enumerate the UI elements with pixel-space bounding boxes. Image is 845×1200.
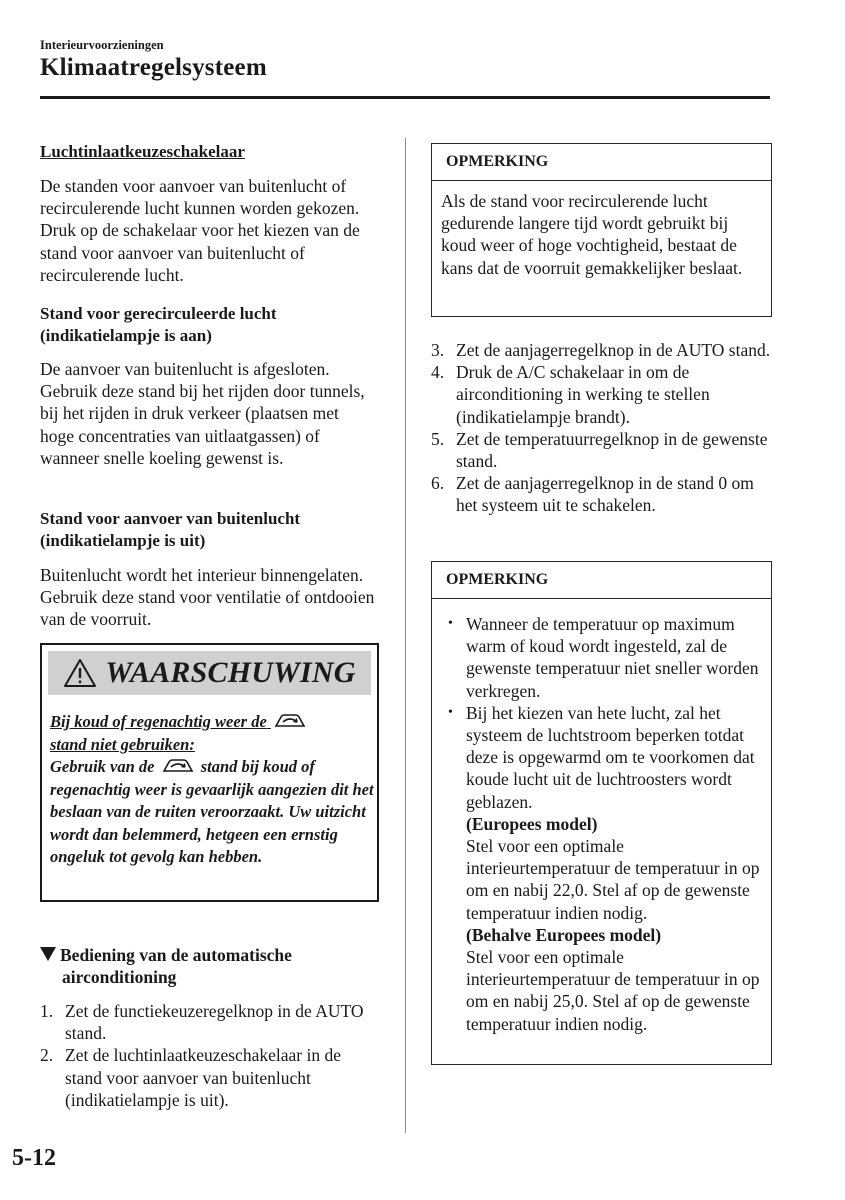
warning-title: WAARSCHUWING: [105, 656, 356, 689]
page-number: 5-12: [12, 1145, 56, 1171]
recirc-text: De aanvoer van buitenlucht is afgesloten. Gebruik deze stand bij het rijden door tunnels, bij het rijden in druk verkeer (plaatsen met hoge concentraties van uitlaatgassen) of wanneer snelle koeling gewenst is.: [40, 359, 365, 468]
list-item: • Bij het kiezen van hete lucht, zal het systeem de luchtstroom beperken totdat deze is opgewarmd om te voorkomen dat koude lucht uit de luchtroosters wordt geblazen. (Europees model) Stel voor een optimale interieurtemperatuur de temperatuur in op om en nabij 22,0. Stel af op de gewenste temperatuur indien nodig. (Behalve Europees model) Stel voor een optimale interieurtemperatuur de temperatuur in op om en nabij 25,0. Stel af op de gewenste temperatuur indien nodig.: [448, 702, 760, 1034]
note-box-1: [431, 143, 772, 317]
outside-air-text: Buitenlucht wordt het interieur binnengelaten. Gebruik deze stand voor ventilatie of ontdooien van de voorruit.: [40, 565, 375, 630]
list-item: 1. Zet de functiekeuzeregelknop in de AUTO stand.: [40, 1001, 364, 1044]
recirculation-icon: [273, 712, 307, 730]
outside-air-heading: Stand voor aanvoer van buitenlucht (indikatielampje is uit): [40, 509, 301, 550]
list-item: 3. Zet de aanjagerregelknop in de AUTO stand.: [431, 340, 771, 360]
air-inlet-intro: De standen voor aanvoer van buitenlucht of recirculerende lucht kunnen worden gekozen. Druk op de schakelaar voor het kiezen van de stand voor aanvoer van buitenlucht of recirculerende lucht.: [40, 176, 360, 285]
eu-model-label: (Europees model): [466, 813, 598, 834]
warning-text: Gebruik van de stand bij koud of regenachtig weer is gevaarlijk aangezien dit het beslaan van de ruiten veroorzaakt. Uw uitzicht wordt dan belemmerd, hetgeen een ernstig ongeluk tot gevolg kan hebben.: [50, 757, 374, 866]
note-box-2: [431, 561, 772, 1065]
note-text: Als de stand voor recirculerende lucht gedurende langere tijd wordt gebruikt bij koud weer of hoge vochtigheid, bestaat de kans dat de voorruit gemakkelijker beslaat.: [441, 191, 743, 278]
eu-model-text: Stel voor een optimale interieurtemperatuur de temperatuur in op om en nabij 22,0. Stel af op de gewenste temperatuur indien nodig.: [466, 836, 760, 923]
title-rule: [40, 96, 770, 99]
list-item: 2. Zet de luchtinlaatkeuzeschakelaar in de stand voor aanvoer van buitenlucht (indikatielampje is uit).: [40, 1045, 341, 1110]
recirc-heading: Stand voor gerecirculeerde lucht (indikatielampje is aan): [40, 304, 277, 345]
page-title: Klimaatregelsysteem: [40, 54, 267, 81]
warning-header: [48, 651, 371, 695]
air-inlet-heading: Luchtinlaatkeuzeschakelaar: [40, 142, 245, 161]
list-item: • Wanneer de temperatuur op maximum warm of koud wordt ingesteld, zal de gewenste temperatuur niet sneller worden verkregen.: [448, 614, 759, 701]
list-item: 4. Druk de A/C schakelaar in om de airconditioning in werking te stellen (indikatielampje brandt).: [431, 362, 710, 427]
section-label: Interieurvoorzieningen: [40, 38, 164, 52]
note-bullet-list: [448, 613, 761, 1035]
left-steps-list: [40, 1000, 380, 1111]
warning-box: [40, 643, 379, 902]
non-eu-model-label: (Behalve Europees model): [466, 924, 662, 945]
warning-triangle-icon: [63, 658, 97, 688]
triangle-marker-icon: [40, 947, 56, 961]
note-label: OPMERKING: [432, 144, 771, 181]
note-label: OPMERKING: [432, 562, 771, 599]
list-item: 5. Zet de temperatuurregelknop in de gewenste stand.: [431, 428, 768, 472]
non-eu-model-text: Stel voor een optimale interieurtemperatuur de temperatuur in op om en nabij 25,0. Stel af op de gewenste temperatuur indien nodig.: [466, 947, 760, 1034]
bullet-icon: •: [448, 616, 453, 631]
auto-ac-heading: Bediening van de automatische airconditioning: [40, 944, 380, 988]
right-steps-list: [431, 339, 771, 517]
warning-body: [50, 711, 375, 869]
bullet-icon: •: [448, 704, 453, 720]
list-item: 6. Zet de aanjagerregelknop in de stand 0 om het systeem uit te schakelen.: [431, 473, 754, 516]
warning-subheading: Bij koud of regenachtig weer de stand niet gebruiken:: [50, 711, 375, 756]
column-divider: [405, 138, 406, 1133]
recirculation-icon: [161, 757, 195, 775]
